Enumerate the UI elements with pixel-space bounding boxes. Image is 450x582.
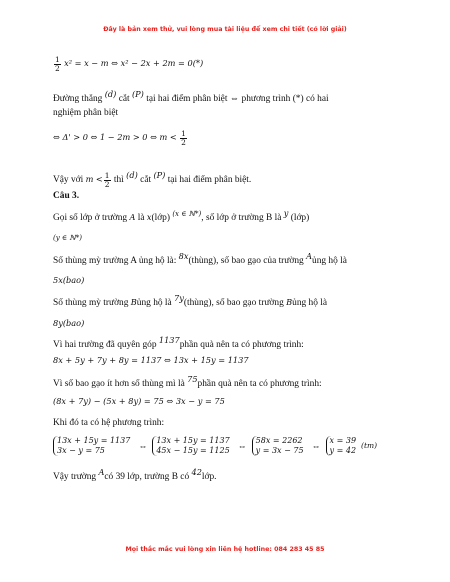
section-heading: Câu 3. bbox=[53, 191, 80, 201]
paragraph-line: Số thùng mỳ trường Bủng hộ là 7y(thùng), số bao gạo trường Bủng hộ là bbox=[53, 293, 328, 308]
satisfies-note: (tm) bbox=[361, 441, 378, 451]
paragraph-line: Gọi số lớp ở trường A là x(lớp) $^{(x \in ℕ*)}$, số lớp ở trường B là y (lớp) bbox=[53, 208, 310, 223]
equivalence-arrow: ⇔ bbox=[311, 440, 321, 451]
fraction: $\frac{1}{2}$ bbox=[181, 129, 186, 147]
equation-system-2: 13x + 15y = 1137 45x − 15y = 1125 bbox=[152, 436, 229, 456]
equation-line: 8x + 5y + 7y + 8y = 1137 ⇔ 13x + 15y = 1137 bbox=[53, 355, 249, 365]
paragraph-line: (y ∈ ℕ*) bbox=[53, 234, 82, 242]
system-of-equations bbox=[53, 436, 377, 456]
equation-system-4: x = 39 y = 42 bbox=[326, 436, 357, 456]
paragraph-line: Đường thẳng (d) cắt (P) tại hai điểm phân biệt ⇔ phương trình (*) có hai bbox=[53, 89, 329, 104]
equation-system-1: 13x + 15y = 1137 3x − y = 75 bbox=[53, 436, 130, 456]
equation-line: (8x + 7y) − (5x + 8y) = 75 ⇔ 3x − y = 75 bbox=[53, 396, 225, 406]
paragraph-line: nghiệm phân biệt bbox=[53, 108, 119, 118]
paragraph-line: Số thùng mỳ trường A ủng hộ là: 8x(thùng), số bao gạo của trường Aủng hộ là bbox=[53, 251, 347, 266]
fraction: $\frac{1}{2}$ bbox=[55, 55, 60, 73]
paragraph-line: Vì số bao gạo ít hơn số thùng mì là 75phần quà nên ta có phương trình: bbox=[53, 374, 322, 389]
conclusion-line: Vậy với m < $\frac{1}{2}$ thì (d) cắt (P) tại hai điểm phân biệt. bbox=[53, 170, 252, 189]
equation-text: x² = x − m ⇔ x² − 2x + 2m = 0(*) bbox=[64, 58, 204, 69]
hotline-banner: Mọi thắc mắc vui lòng xin liên hệ hotline: 084 283 45 85 bbox=[125, 546, 325, 553]
paragraph-line: Vì hai trường đã quyên góp 1137phần quà nên ta có phương trình: bbox=[53, 335, 304, 350]
paragraph-line: 8y(bao) bbox=[53, 318, 85, 328]
equivalence-arrow: ⇔ bbox=[237, 440, 247, 451]
conclusion-line: Vậy trường Acó 39 lớp, trường B có 42lớp. bbox=[53, 467, 217, 482]
paragraph-line: Khi đó ta có hệ phương trình: bbox=[53, 418, 165, 428]
fraction: $\frac{1}{2}$ bbox=[104, 171, 110, 189]
equation-system-3: 58x = 2262 y = 3x − 75 bbox=[252, 436, 304, 456]
equation-line bbox=[53, 56, 203, 72]
condition-line: ⇔ Δ' > 0 ⇔ 1 − 2m > 0 ⇔ m < $\frac{1}{2}$ bbox=[53, 129, 186, 147]
equivalence-arrow: ⇔ bbox=[138, 440, 148, 451]
preview-banner: Đây là bản xem thử, vui lòng mua tài liệu để xem chi tiết (có lời giải) bbox=[103, 26, 347, 33]
paragraph-line: 5x(bao) bbox=[53, 275, 85, 285]
